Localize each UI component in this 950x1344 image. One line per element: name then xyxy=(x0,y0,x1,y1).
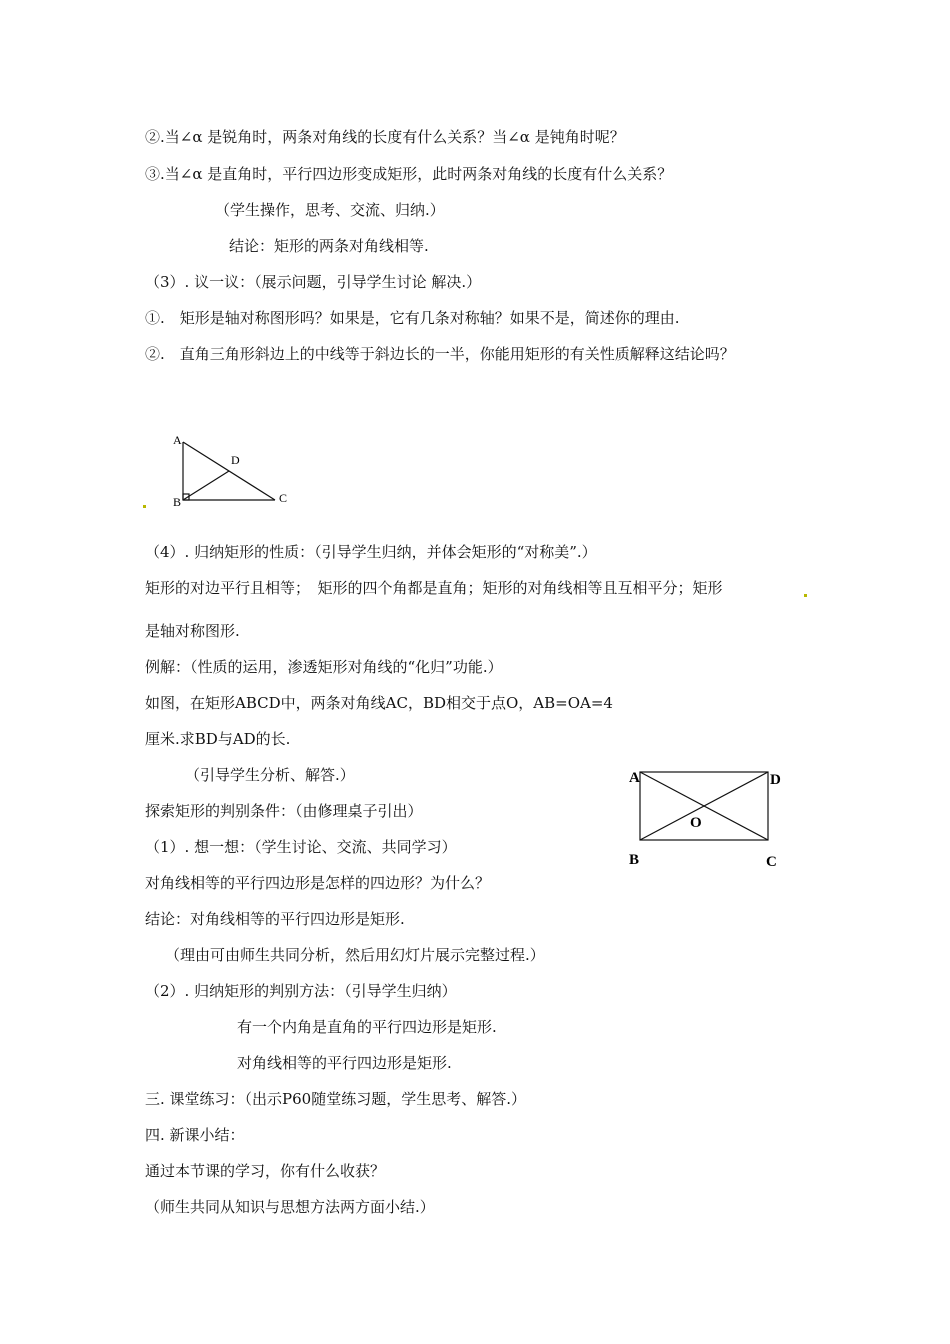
text-line-12: 如图，在矩形ABCD中，两条对角线AC，BD相交于点O，AB=OA=4 xyxy=(145,694,613,712)
label-c: C xyxy=(279,491,288,505)
label-d: D xyxy=(770,772,781,788)
label-o: O xyxy=(690,815,702,831)
text-line-24: 四. 新课小结： xyxy=(145,1126,245,1144)
text-line-25: 通过本节课的学习，你有什么收获？ xyxy=(145,1162,386,1180)
label-d: D xyxy=(231,453,240,467)
text-line-7: ②. 直角三角形斜边上的中线等于斜边长的一半，你能用矩形的有关性质解释这结论吗？ xyxy=(145,345,735,363)
rectangle-figure xyxy=(622,762,792,872)
marker-dot xyxy=(804,594,807,597)
text-line-26: （师生共同从知识与思想方法两方面小结.） xyxy=(145,1198,435,1216)
text-line-8: （4）. 归纳矩形的性质：（引导学生归纳，并体会矩形的“对称美”.） xyxy=(145,543,597,561)
text-line-15: 探索矩形的判别条件：（由修理桌子引出） xyxy=(145,802,423,820)
text-line-4: 结论：矩形的两条对角线相等. xyxy=(229,237,429,255)
text-line-19: （理由可由师生共同分析，然后用幻灯片展示完整过程.） xyxy=(165,946,545,964)
text-line-20: （2）. 归纳矩形的判别方法：（引导学生归纳） xyxy=(145,982,457,1000)
text-line-21: 有一个内角是直角的平行四边形是矩形. xyxy=(237,1018,497,1036)
label-a: A xyxy=(629,770,640,786)
text-line-17: 对角线相等的平行四边形是怎样的四边形？为什么？ xyxy=(145,874,491,892)
text-line-23: 三. 课堂练习：（出示P60随堂练习题，学生思考、解答.） xyxy=(145,1090,526,1108)
text-line-9: 矩形的对边平行且相等； 矩形的四个角都是直角；矩形的对角线相等且互相平分；矩形 xyxy=(145,579,723,597)
text-line-1: ②.当∠α 是锐角时，两条对角线的长度有什么关系？当∠α 是钝角时呢？ xyxy=(145,128,625,146)
text-line-22: 对角线相等的平行四边形是矩形. xyxy=(237,1054,452,1072)
text-line-3: （学生操作，思考、交流、归纳.） xyxy=(215,201,445,219)
text-line-2: ③.当∠α 是直角时，平行四边形变成矩形，此时两条对角线的长度有什么关系？ xyxy=(145,165,673,183)
text-line-16: （1）. 想一想：（学生讨论、交流、共同学习） xyxy=(145,838,457,856)
right-triangle-figure xyxy=(165,430,325,515)
text-line-14: （引导学生分析、解答.） xyxy=(185,766,355,784)
text-line-11: 例解：（性质的运用，渗透矩形对角线的“化归”功能.） xyxy=(145,658,503,676)
label-c: C xyxy=(766,854,777,870)
text-line-6: ①. 矩形是轴对称图形吗？如果是，它有几条对称轴？如果不是，简述你的理由. xyxy=(145,309,680,327)
text-line-18: 结论：对角线相等的平行四边形是矩形. xyxy=(145,910,405,928)
text-line-5: （3）. 议一议：（展示问题，引导学生讨论 解决.） xyxy=(145,273,482,291)
label-a: A xyxy=(173,433,182,447)
text-line-10: 是轴对称图形. xyxy=(145,622,240,640)
label-b: B xyxy=(173,495,182,509)
label-b: B xyxy=(629,852,640,868)
median-bd xyxy=(183,471,229,500)
text-line-13: 厘米.求BD与AD的长. xyxy=(145,730,291,748)
marker-dot xyxy=(143,505,146,508)
